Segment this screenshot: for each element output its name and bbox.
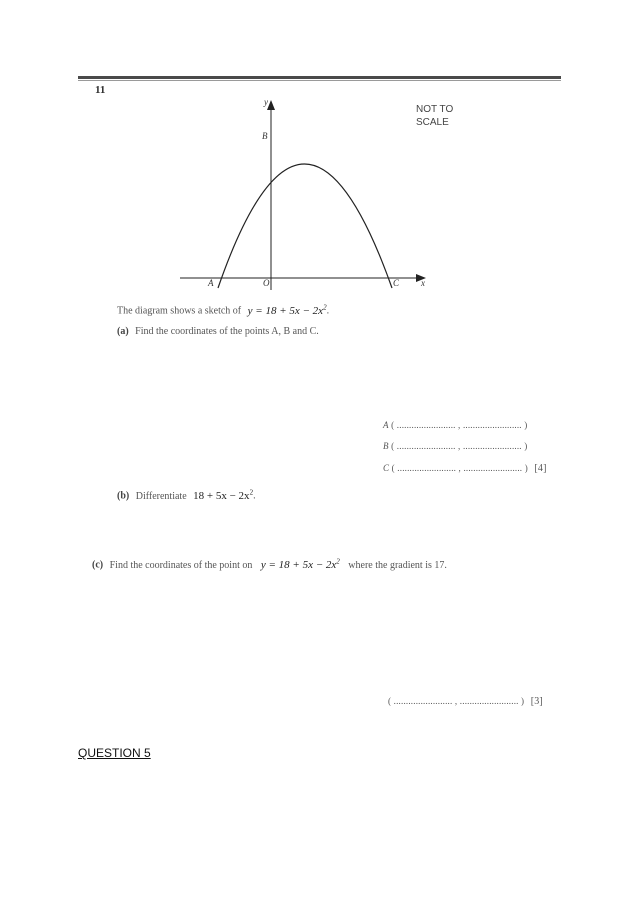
intro-equation [248, 305, 327, 317]
answer-b-line[interactable]: ( ........................ , ........................ ) [391, 441, 528, 451]
answer-part-c-line[interactable]: ( ........................ , ........................ ) [388, 696, 525, 706]
answer-a-line[interactable]: ( ........................ , ........................ ) [391, 420, 528, 430]
part-b [117, 488, 256, 502]
footer-question-label: QUESTION 5 [78, 746, 151, 760]
part-c-expr-exp: 2 [336, 557, 340, 565]
intro-line [117, 303, 329, 317]
intro-end: . [326, 305, 330, 317]
not-to-scale-note [416, 103, 453, 129]
origin-label: O [263, 278, 270, 288]
part-b-expr [193, 490, 253, 502]
part-c-text-end: where the gradient is 17. [348, 559, 447, 571]
part-c-text: Find the coordinates of the point on [109, 559, 253, 571]
part-c-label: (c) [92, 559, 104, 571]
top-rule [78, 76, 561, 79]
answer-line-part-c [388, 696, 543, 707]
part-a-label: (a) [117, 326, 129, 337]
answer-a-label: A [383, 420, 389, 430]
marks-c: [3] [530, 696, 543, 707]
part-a [117, 326, 319, 337]
part-c-expr-base: y = 18 + 5x − 2x [260, 558, 337, 571]
note-line-2: SCALE [416, 117, 449, 128]
x-axis-label: x [421, 278, 425, 288]
answer-c-label: C [383, 463, 390, 473]
y-axis-arrow [267, 100, 275, 110]
point-a-label: A [208, 278, 214, 288]
intro-text: The diagram shows a sketch of [117, 305, 242, 317]
intro-equation-exp: 2 [323, 303, 327, 311]
note-line-1: NOT TO [416, 104, 454, 115]
part-b-text: Differentiate [135, 490, 187, 502]
intro-equation-base: y = 18 + 5x − 2x [247, 304, 324, 317]
top-rule-thin [78, 80, 561, 81]
y-axis-label: y [264, 97, 268, 107]
part-b-label: (b) [117, 490, 130, 502]
answer-c-line[interactable]: ( ........................ , ........................ ) [391, 463, 528, 473]
marks-a: [4] [534, 463, 547, 474]
point-b-label: B [262, 131, 268, 141]
part-b-expr-exp: 2 [249, 488, 254, 496]
answer-b-label: B [383, 441, 389, 451]
part-c-expr [261, 559, 340, 571]
answer-line-a [383, 420, 527, 430]
question-number: 11 [95, 84, 106, 96]
point-c-label: C [393, 278, 400, 288]
answer-line-b [383, 441, 527, 451]
part-a-text: Find the coordinates of the points A, B and C. [135, 326, 319, 337]
parabola-curve [218, 164, 392, 288]
answer-line-c [383, 463, 547, 474]
part-c [92, 557, 447, 571]
parabola-diagram [170, 90, 440, 295]
part-b-end: . [253, 490, 256, 502]
part-b-expr-base: 18 + 5x − 2x [193, 489, 250, 502]
